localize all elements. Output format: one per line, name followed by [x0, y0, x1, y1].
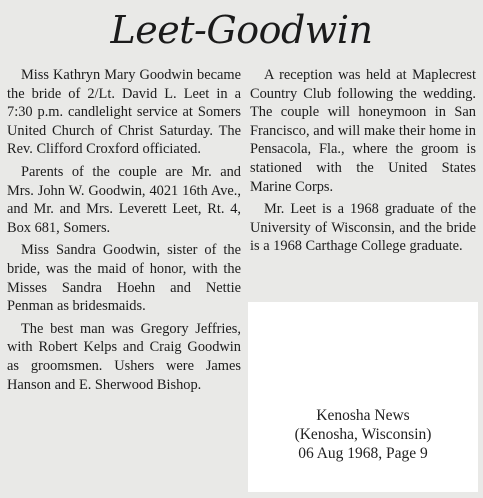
credit-publication: Kenosha News — [316, 407, 410, 424]
paragraph-reception: A reception was held at Maplecrest Country Club following the wedding. The couple will honeymoon in San Francisco, and will make their home in Pensacola, Fla., where the groom is stationed with the United States Marine Corps. — [250, 67, 476, 195]
credit-date-page: 06 Aug 1968, Page 9 — [298, 445, 428, 462]
paragraph-best-man: The best man was Gregory Jeffries, with Robert Kelps and Craig Goodwin as groomsmen. Ushers were James Hanson and E. Sherwood Bishop. — [7, 320, 241, 393]
article-headline: Leet-Goodwin — [110, 8, 373, 52]
credit-location: (Kenosha, Wisconsin) — [294, 426, 432, 443]
paragraph-ceremony: Miss Kathryn Mary Goodwin became the bride of 2/Lt. David L. Leet in a 7:30 p.m. candlelight service at Somers United Church of Christ Saturday. The Rev. Clifford Croxford officiated. — [7, 67, 241, 158]
paragraph-maid-of-honor: Miss Sandra Goodwin, sister of the bride, was the maid of honor, with the Misses Sandra Hoehn and Nettie Penman as bridesmaids. — [7, 242, 241, 315]
paragraph-graduates: Mr. Leet is a 1968 graduate of the University of Wisconsin, and the bride is a 1968 Carthage College graduate. — [250, 201, 476, 255]
article-left-column — [7, 66, 241, 398]
source-credit — [248, 406, 478, 463]
source-credit-box — [248, 302, 478, 492]
paragraph-parents: Parents of the couple are Mr. and Mrs. John W. Goodwin, 4021 16th Ave., and Mr. and Mrs. Leverett Leet, Rt. 4, Box 681, Somers. — [7, 163, 241, 236]
article-right-column — [250, 66, 476, 260]
